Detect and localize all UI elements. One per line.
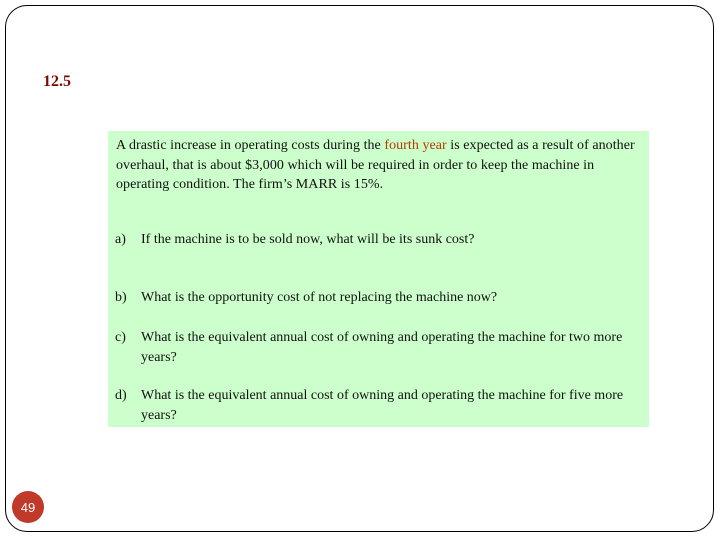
- problem-box: [108, 131, 649, 427]
- problem-intro-before: A drastic increase in operating costs during the: [116, 138, 385, 153]
- problem-intro-highlight: fourth year: [384, 138, 447, 153]
- problem-intro-after: is expected as a result of another overhaul, that is about $3,000 which will be required in order to keep the machine in operating condition. The firm’s MARR is 15%.: [116, 138, 635, 192]
- slide-title: 12.5: [43, 73, 71, 90]
- question-text: If the machine is to be sold now, what will be its sunk cost?: [141, 232, 475, 247]
- question-item-a: [115, 230, 639, 250]
- question-text: What is the opportunity cost of not replacing the machine now?: [141, 290, 498, 305]
- question-letter: a): [115, 232, 126, 247]
- question-item-b: [115, 288, 639, 308]
- page-number-badge: 49: [12, 491, 44, 523]
- question-text: What is the equivalent annual cost of owning and operating the machine for five more years?: [141, 388, 624, 423]
- question-item-c: [115, 328, 639, 367]
- question-text: What is the equivalent annual cost of owning and operating the machine for two more years?: [141, 330, 623, 365]
- question-letter: c): [115, 330, 126, 345]
- problem-statement: [116, 136, 641, 195]
- question-letter: d): [115, 388, 127, 403]
- question-letter: b): [115, 290, 127, 305]
- question-item-d: [115, 386, 639, 425]
